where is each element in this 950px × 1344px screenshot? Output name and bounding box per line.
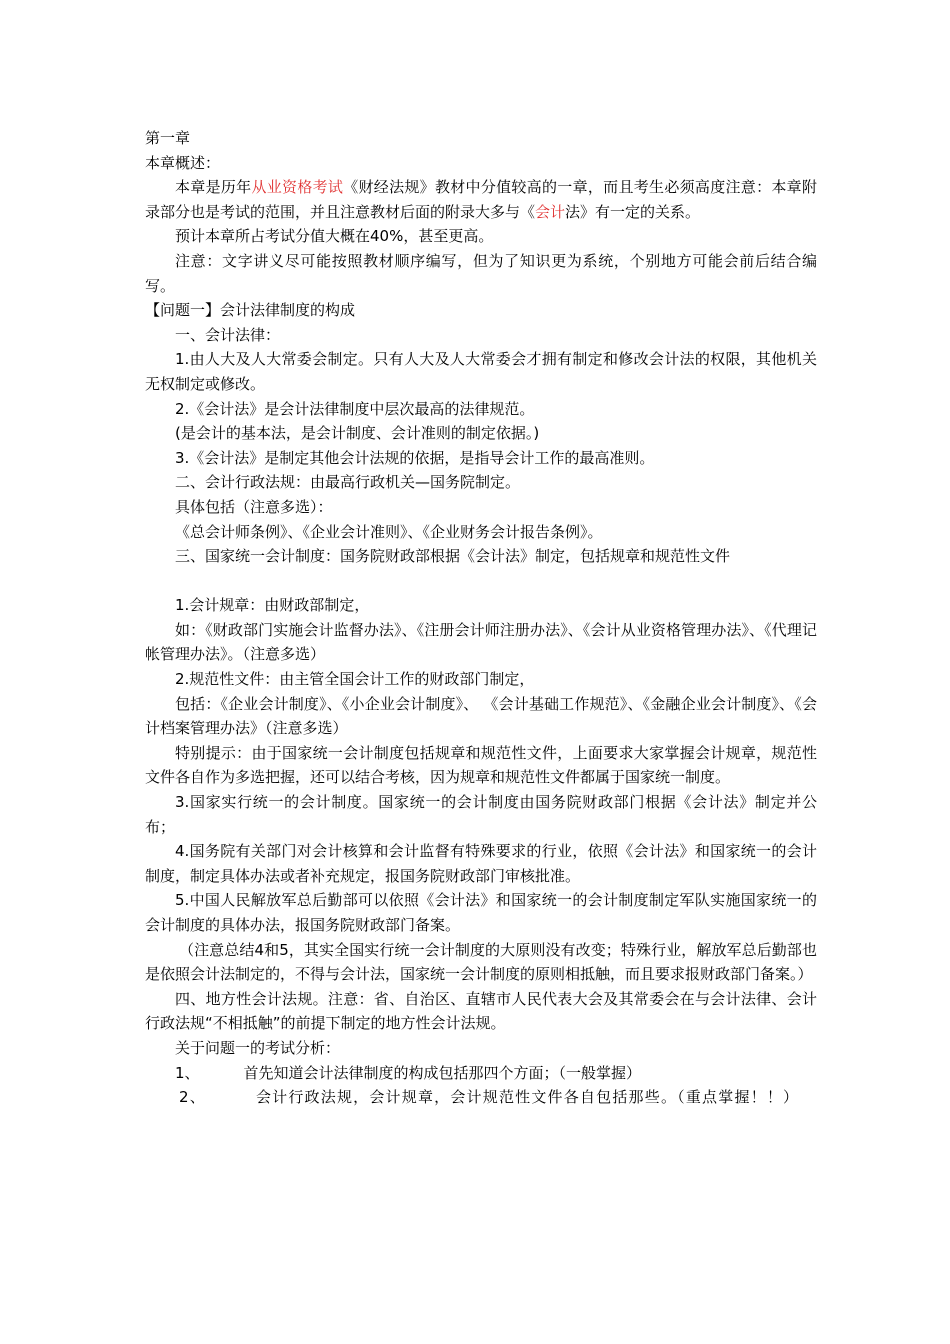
chapter-title: 第一章 xyxy=(145,129,191,147)
section-3-item-3: 3.国家实行统一的会计制度。国家统一的会计制度由国务院财政部门根据《会计法》制定并公布； xyxy=(145,793,817,836)
section-1-item-3: 3.《会计法》是制定其他会计法规的依据，是指导会计工作的最高准则。 xyxy=(175,448,655,467)
section-2-title: 二、会计行政法规：由最高行政机关—国务院制定。 xyxy=(175,473,521,492)
overview-heading: 本章概述： xyxy=(145,153,221,172)
analysis-item-2 xyxy=(145,1085,817,1110)
analysis-item-1-text: 首先知道会计法律制度的构成包括那四个方面；（一般掌握） xyxy=(243,1063,642,1082)
overview-paragraph-3: 注意：文字讲义尽可能按照教材顺序编写，但为了知识更为系统，个别地方可能会前后结合编写。 xyxy=(145,251,817,295)
section-1-item-2: 2.《会计法》是会计法律制度中层次最高的法律规范。 xyxy=(175,399,535,418)
overview-text-c: 法》有一定的关系。 xyxy=(565,202,701,221)
exam-link[interactable]: 从业资格考试 xyxy=(251,178,344,197)
section-3-note: （注意总结4和5，其实全国实行统一会计制度的大原则没有改变；特殊行业，解放军总后勤部也是依照会计法制定的，不得与会计法，国家统一会计制度的原则相抵触，而且要求报财政部门备案。） xyxy=(145,940,817,984)
section-3-special-tip: 特别提示：由于国家统一会计制度包括规章和规范性文件，上面要求大家掌握会计规章，规范性文件各自作为多选把握，还可以结合考核，因为规章和规范性文件都属于国家统一制度。 xyxy=(145,743,817,787)
analysis-item-2-number: 2、 xyxy=(179,1088,206,1107)
section-3-item-1: 1.会计规章：由财政部制定， xyxy=(175,596,370,615)
analysis-title: 关于问题一的考试分析： xyxy=(175,1038,341,1057)
section-2-include: 具体包括（注意多选）： xyxy=(175,497,333,516)
overview-text-b: 《财经法规》教材中分值较高的一章，而且考生必须高度注意：本章附录部分也是考试的范围，并且注意教材后面的附录大多与《 xyxy=(145,178,817,221)
overview-paragraph-2: 预计本章所占考试分值大概在40%，甚至更高。 xyxy=(175,227,494,246)
section-3-title: 三、国家统一会计制度：国务院财政部根据《会计法》制定，包括规章和规范性文件 xyxy=(175,547,731,566)
section-3-item-1-examples: 如：《财政部门实施会计监督办法》、《注册会计师注册办法》、《会计从业资格管理办法》、《代理记帐管理办法》。（注意多选） xyxy=(145,620,817,664)
section-1-item-2-note: (是会计的基本法，是会计制度、会计准则的制定依据。) xyxy=(175,424,540,443)
overview-text-a: 本章是历年 xyxy=(175,178,252,197)
section-1-title: 一、会计法律： xyxy=(175,325,281,344)
accounting-link[interactable]: 会计 xyxy=(535,202,566,221)
section-3-item-4: 4.国务院有关部门对会计核算和会计监督有特殊要求的行业，依照《会计法》和国家统一的会计制度，制定具体办法或者补充规定，报国务院财政部门审核批准。 xyxy=(145,842,817,885)
blank-line xyxy=(145,569,817,594)
section-4-title: 四、地方性会计法规。注意：省、自治区、直辖市人民代表大会及其常委会在与会计法律、会计行政法规“不相抵触”的前提下制定的地方性会计法规。 xyxy=(145,989,817,1033)
overview-paragraph-1 xyxy=(145,175,817,224)
section-3-item-2: 2.规范性文件：由主管全国会计工作的财政部门制定， xyxy=(175,670,535,689)
section-1-item-1: 1.由人大及人大常委会制定。只有人大及人大常委会才拥有制定和修改会计法的权限，其他机关无权制定或修改。 xyxy=(145,350,817,393)
document-body xyxy=(145,126,817,1110)
analysis-item-2-text: 会计行政法规，会计规章，会计规范性文件各自包括那些。（重点掌握！！） xyxy=(255,1088,800,1107)
question-one-heading: 【问题一】会计法律制度的构成 xyxy=(145,301,356,320)
analysis-item-1 xyxy=(145,1061,817,1086)
analysis-item-1-number: 1、 xyxy=(175,1063,200,1082)
section-2-list: 《总会计师条例》、《企业会计准则》、《企业财务会计报告条例》。 xyxy=(175,522,603,541)
section-3-item-2-includes: 包括：《企业会计制度》、《小企业会计制度》、 《会计基础工作规范》、《金融企业会计制度》、《会计档案管理办法》（注意多选） xyxy=(145,694,817,738)
section-3-item-5: 5.中国人民解放军总后勤部可以依照《会计法》和国家统一的会计制度制定军队实施国家统一的会计制度的具体办法，报国务院财政部门备案。 xyxy=(145,891,817,934)
